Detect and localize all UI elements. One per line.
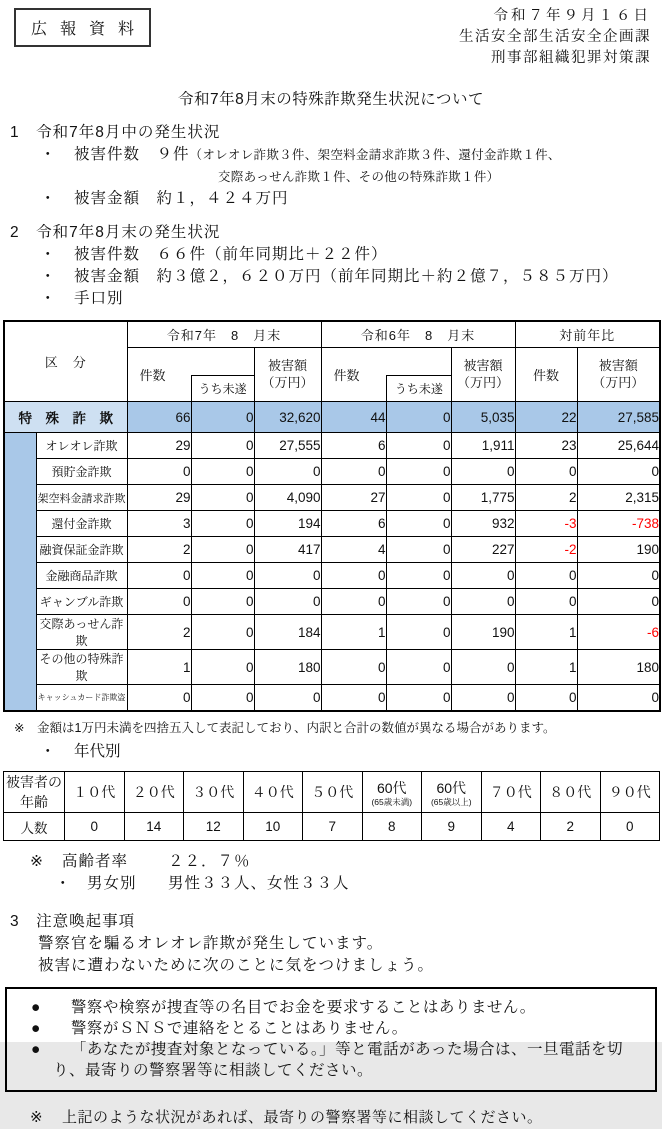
age-header-cell: ３０代 — [184, 772, 244, 813]
value-cell: 0 — [386, 537, 451, 563]
attempted-subcell-r6: うち未遂 — [386, 375, 450, 401]
age-count-cell: 0 — [600, 813, 660, 841]
note-marker: ※ — [30, 853, 43, 871]
value-cell: 0 — [191, 589, 254, 615]
section-1-heading: 1 令和7年8月中の発生状況 — [10, 124, 221, 142]
amount-label-line1: 被害額 — [463, 357, 503, 373]
value-cell: 0 — [386, 485, 451, 511]
bullet-marker: ・ — [40, 290, 56, 308]
value-cell: 184 — [254, 615, 321, 650]
header-cell-category: 区 分 — [4, 321, 127, 402]
value-cell: 27,585 — [577, 402, 660, 433]
age-count-cell: 12 — [184, 813, 244, 841]
warning-item-text: 警察がＳＮＳで連絡をとることはありません。 — [70, 1020, 408, 1038]
age-count-cell: 14 — [124, 813, 184, 841]
value-cell: 180 — [577, 650, 660, 685]
age-corner-cell: 被害者の年齢 — [4, 772, 65, 813]
amount-label-line1: 被害額 — [267, 357, 307, 373]
method-row — [4, 459, 660, 485]
header-cell-r7-period: 令和7年 8 月末 — [127, 321, 321, 348]
value-cell: -3 — [515, 511, 577, 537]
damage-amount-august: 被害金額 約１，４２４万円 — [74, 190, 289, 208]
value-cell: 0 — [451, 650, 515, 685]
value-cell: 0 — [386, 459, 451, 485]
value-cell: 27,555 — [254, 433, 321, 459]
value-cell: 1,775 — [451, 485, 515, 511]
warning-item-text: 警察や検察が捜査等の名目でお金を要求することはありません。 — [70, 999, 536, 1017]
value-cell: 0 — [386, 511, 451, 537]
bullet-marker: ・ — [40, 743, 56, 761]
victim-count-ytd: 被害件数 ６６件（前年同期比＋２２件） — [74, 246, 388, 264]
value-cell: 0 — [515, 589, 577, 615]
value-cell: -6 — [577, 615, 660, 650]
value-cell: 0 — [321, 589, 386, 615]
value-cell: 190 — [577, 537, 660, 563]
fraud-stats-table — [3, 320, 661, 712]
gender-value: 男性３３人、女性３３人 — [168, 875, 350, 893]
value-cell: 2 — [515, 485, 577, 511]
method-label-cell: 還付金詐欺 — [36, 511, 127, 537]
value-cell: 66 — [127, 402, 191, 433]
amount-label-line2: （万円） — [592, 374, 645, 390]
value-cell: 0 — [386, 685, 451, 712]
age-count-cell: 8 — [362, 813, 422, 841]
method-label-cell: 預貯金詐欺 — [36, 459, 127, 485]
method-breakdown-label: 手口別 — [74, 290, 124, 308]
value-cell: 1 — [321, 615, 386, 650]
value-cell: 44 — [321, 402, 386, 433]
method-row — [4, 433, 660, 459]
bullet-marker: ・ — [55, 875, 71, 893]
value-cell: 25,644 — [577, 433, 660, 459]
total-label-cell: 特 殊 詐 欺 — [4, 402, 127, 433]
value-cell: 6 — [321, 433, 386, 459]
value-cell: 0 — [451, 589, 515, 615]
method-row — [4, 685, 660, 712]
value-cell: 0 — [191, 650, 254, 685]
age-header-cell: ８０代 — [541, 772, 601, 813]
value-cell: 1,911 — [451, 433, 515, 459]
method-label-cell: その他の特殊詐欺 — [36, 650, 127, 685]
header-cell-amount-r7 — [254, 348, 321, 402]
value-cell: 4 — [321, 537, 386, 563]
value-cell: -2 — [515, 537, 577, 563]
age-header-cell: 60代 (65歳未満) — [362, 772, 422, 813]
value-cell: 0 — [577, 685, 660, 712]
age-header-cell: ９０代 — [600, 772, 660, 813]
value-cell: 0 — [191, 485, 254, 511]
footer-note-text: 上記のような状況があれば、最寄りの警察署等に相談してください。 — [62, 1109, 543, 1127]
value-cell: 0 — [254, 589, 321, 615]
stamp-box — [14, 8, 151, 47]
stamp-label: 広報資料 — [31, 21, 148, 38]
section-1-item-1 — [0, 144, 662, 166]
header-cell-cases-r6 — [321, 348, 451, 402]
value-cell: 0 — [386, 615, 451, 650]
age-header-cell: ２０代 — [124, 772, 184, 813]
value-cell: 0 — [386, 650, 451, 685]
method-row — [4, 485, 660, 511]
value-cell: 0 — [191, 615, 254, 650]
total-row — [4, 402, 660, 433]
victim-count-detail-1: （オレオレ詐欺３件、架空料金請求詐欺３件、還付金詐欺１件、 — [189, 148, 561, 163]
header-cell-amount-yoy — [577, 348, 660, 402]
warning-item — [31, 1039, 645, 1081]
doc-title: 令和7年8月末の特殊詐欺発生状況について — [178, 91, 484, 109]
header-cell-cases-r7 — [127, 348, 254, 402]
value-cell: 2,315 — [577, 485, 660, 511]
damage-amount-ytd: 被害金額 約３億２，６２０万円（前年同期比＋約２億７，５８５万円） — [74, 268, 619, 286]
method-label-cell: キャッシュカード詐欺盗 — [36, 685, 127, 712]
value-cell: 0 — [254, 459, 321, 485]
section-3-line-2: 被害に遭わないために次のことに気をつけましょう。 — [38, 957, 435, 975]
value-cell: 0 — [127, 589, 191, 615]
warning-item — [31, 997, 645, 1018]
age-count-cell: 10 — [243, 813, 303, 841]
age-count-cell: 2 — [541, 813, 601, 841]
bullet-marker: ・ — [40, 146, 56, 164]
footer-note — [0, 1107, 662, 1129]
bullet-marker: ・ — [40, 268, 56, 286]
value-cell: 0 — [127, 563, 191, 589]
value-cell: 3 — [127, 511, 191, 537]
note-marker: ※ — [30, 1109, 44, 1127]
value-cell: 32,620 — [254, 402, 321, 433]
value-cell: 0 — [386, 589, 451, 615]
value-cell: 0 — [191, 402, 254, 433]
method-label-cell: 架空料金請求詐欺 — [36, 485, 127, 511]
value-cell: 0 — [515, 685, 577, 712]
section-3 — [0, 911, 662, 977]
dot-marker: ● — [31, 1020, 41, 1038]
value-cell: 0 — [254, 563, 321, 589]
value-cell: 0 — [577, 589, 660, 615]
section-2 — [0, 222, 662, 310]
bullet-marker: ・ — [40, 246, 56, 264]
method-label-cell: ギャンブル詐欺 — [36, 589, 127, 615]
doc-date: 令和７年９月１６日 — [493, 8, 651, 24]
doc-dept-2: 刑事部組織犯罪対策課 — [491, 50, 651, 67]
value-cell: 2 — [127, 615, 191, 650]
victim-count-detail-2: 交際あっせん詐欺１件、その他の特殊詐欺１件） — [218, 170, 500, 185]
warning-item-text: 「あなたが捜査対象となっている。」等と電話があった場合は、一旦電話を切り、最寄りの警察署等に相談してください。 — [53, 1041, 623, 1080]
value-cell: 22 — [515, 402, 577, 433]
table-note — [14, 720, 662, 736]
method-row — [4, 511, 660, 537]
bullet-marker: ・ — [40, 190, 56, 208]
value-cell: 190 — [451, 615, 515, 650]
amount-label-line2: （万円） — [456, 374, 509, 390]
doc-info-block — [459, 6, 654, 69]
method-row — [4, 563, 660, 589]
section-3-line-1: 警察官を騙るオレオレ詐欺が発生しています。 — [38, 935, 384, 953]
value-cell: 194 — [254, 511, 321, 537]
age-breakdown-label: 年代別 — [74, 743, 121, 761]
value-cell: 0 — [321, 459, 386, 485]
value-cell: 0 — [254, 685, 321, 712]
method-row — [4, 589, 660, 615]
value-cell: 180 — [254, 650, 321, 685]
elderly-rate-value: ２２．７％ — [168, 853, 251, 871]
value-cell: 0 — [577, 563, 660, 589]
value-cell: 23 — [515, 433, 577, 459]
doc-dept-1: 生活安全部生活安全企画課 — [459, 29, 651, 46]
section-1 — [0, 122, 662, 210]
value-cell: 0 — [577, 459, 660, 485]
value-cell: 5,035 — [451, 402, 515, 433]
dot-marker: ● — [31, 999, 41, 1017]
dot-marker: ● — [31, 1041, 41, 1059]
age-row-label: 人数 — [4, 813, 65, 841]
victim-count-august: 被害件数 ９件 — [74, 146, 190, 164]
amount-label-line2: （万円） — [261, 374, 314, 390]
amount-label-line1: 被害額 — [598, 357, 638, 373]
cases-label: 件数 — [139, 368, 166, 384]
method-label-cell: 交際あっせん詐欺 — [36, 615, 127, 650]
value-cell: 29 — [127, 433, 191, 459]
value-cell: 0 — [451, 563, 515, 589]
value-cell: 1 — [127, 650, 191, 685]
elderly-rate-label: 高齢者率 — [62, 853, 129, 871]
document-header — [0, 0, 662, 69]
attempted-subcell-r7: うち未遂 — [191, 375, 254, 401]
value-cell: 0 — [191, 563, 254, 589]
value-cell: 0 — [321, 685, 386, 712]
value-cell: 0 — [127, 685, 191, 712]
value-cell: 0 — [321, 563, 386, 589]
header-cell-r6-period: 令和6年 8 月末 — [321, 321, 515, 348]
section-2-heading: 2 令和7年8月末の発生状況 — [10, 224, 221, 242]
value-cell: 0 — [127, 459, 191, 485]
age-breakdown-label-line — [40, 741, 662, 763]
header-cell-cases-yoy: 件数 — [515, 348, 577, 402]
header-cell-amount-r6 — [451, 348, 515, 402]
section-3-heading: 3 注意喚起事項 — [10, 913, 136, 931]
warning-box — [5, 987, 657, 1092]
value-cell: 227 — [451, 537, 515, 563]
value-cell: 1 — [515, 650, 577, 685]
value-cell: 0 — [386, 563, 451, 589]
value-cell: 0 — [451, 685, 515, 712]
value-cell: 29 — [127, 485, 191, 511]
age-header-cell: ７０代 — [481, 772, 541, 813]
method-label-cell: 金融商品詐欺 — [36, 563, 127, 589]
method-row — [4, 650, 660, 685]
value-cell: 0 — [191, 685, 254, 712]
method-row — [4, 537, 660, 563]
warning-item — [31, 1018, 645, 1039]
age-header-cell: １０代 — [65, 772, 125, 813]
value-cell: 0 — [386, 433, 451, 459]
age-header-cell: ４０代 — [243, 772, 303, 813]
section-2-item-2 — [0, 266, 662, 288]
age-count-cell: 4 — [481, 813, 541, 841]
age-count-cell: 7 — [303, 813, 363, 841]
value-cell: 4,090 — [254, 485, 321, 511]
note-marker: ※ — [14, 721, 25, 736]
age-count-cell: 0 — [65, 813, 125, 841]
age-count-cell: 9 — [422, 813, 482, 841]
value-cell: 0 — [321, 650, 386, 685]
value-cell: 0 — [515, 459, 577, 485]
age-table — [3, 771, 660, 841]
value-cell: 0 — [191, 433, 254, 459]
value-cell: 0 — [515, 563, 577, 589]
value-cell: 6 — [321, 511, 386, 537]
value-cell: 0 — [191, 537, 254, 563]
value-cell: 2 — [127, 537, 191, 563]
value-cell: 0 — [451, 459, 515, 485]
category-group-strip — [4, 433, 36, 712]
table-note-text: 金額は1万円未満を四捨五入して表記しており、内訳と合計の数値が異なる場合があります。 — [37, 721, 556, 736]
value-cell: 27 — [321, 485, 386, 511]
section-2-item-1 — [0, 244, 662, 266]
method-label-cell: 融資保証金詐欺 — [36, 537, 127, 563]
value-cell: 932 — [451, 511, 515, 537]
header-cell-yoy: 対前年比 — [515, 321, 660, 348]
value-cell: 0 — [191, 459, 254, 485]
section-1-item-2 — [0, 188, 662, 210]
age-header-cell: 60代 (65歳以上) — [422, 772, 482, 813]
age-header-cell: ５０代 — [303, 772, 363, 813]
value-cell: 0 — [386, 402, 451, 433]
elderly-rate-line — [0, 851, 662, 873]
value-cell: 1 — [515, 615, 577, 650]
cases-label: 件数 — [333, 368, 360, 384]
method-label-cell: オレオレ詐欺 — [36, 433, 127, 459]
value-cell: -738 — [577, 511, 660, 537]
gender-breakdown-line — [0, 873, 662, 895]
value-cell: 0 — [191, 511, 254, 537]
method-row — [4, 615, 660, 650]
gender-label: 男女別 — [87, 875, 137, 893]
value-cell: 417 — [254, 537, 321, 563]
section-2-item-3 — [0, 288, 662, 310]
